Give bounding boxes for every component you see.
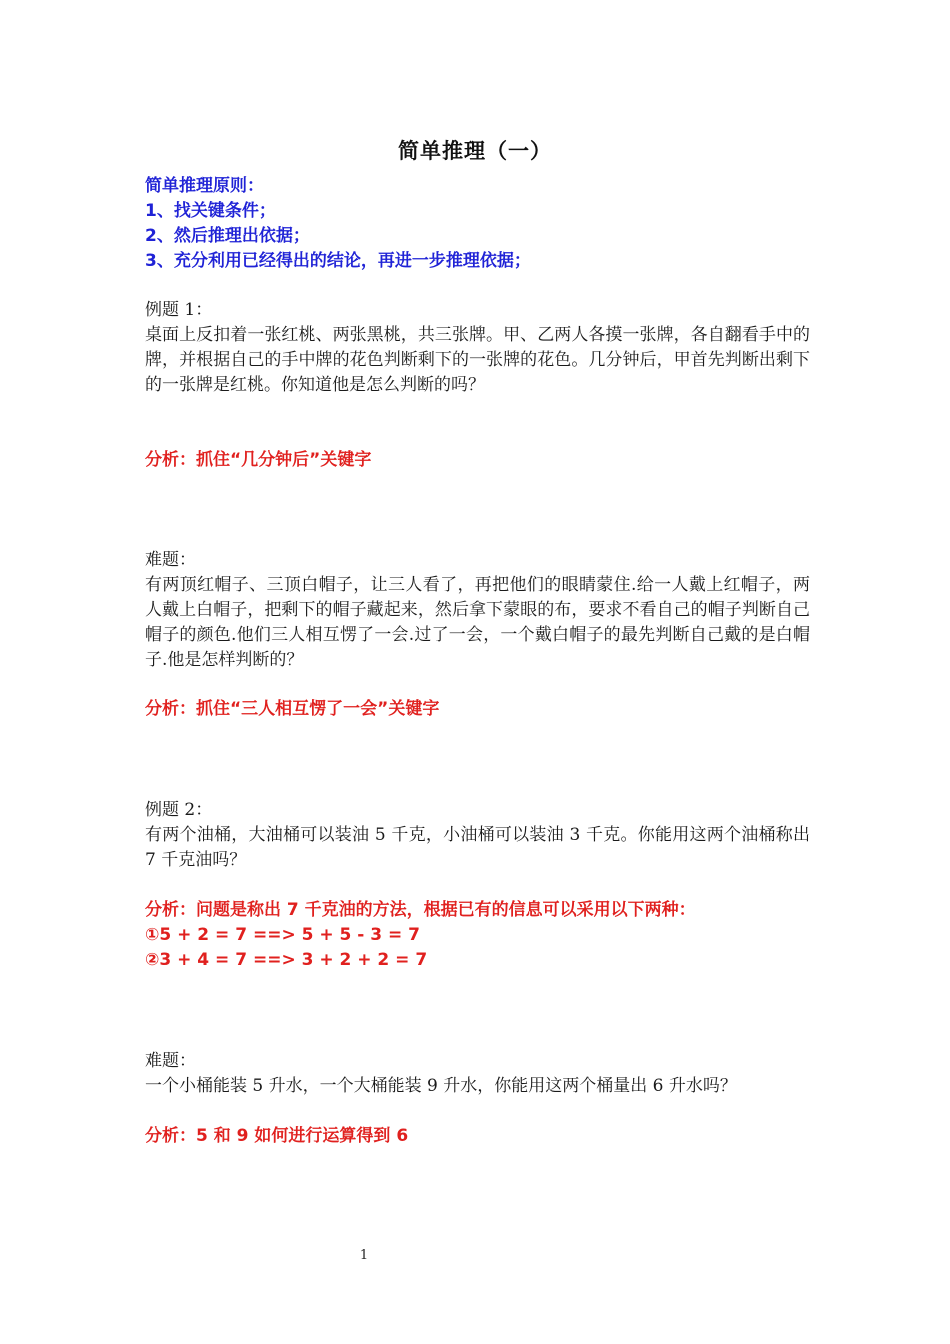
section-text: 桌面上反扣着一张红桃、两张黑桃，共三张牌。甲、乙两人各摸一张牌，各自翻看手中的牌，并根据自己的手中牌的花色判断剩下的一张牌的花色。几分钟后，甲首先判断出剩下的一张牌是红桃。你知道他是怎么判断的吗？ — [145, 325, 810, 395]
section-label: 难题： — [145, 550, 196, 570]
principle-item-1: 1、找关键条件； — [145, 201, 276, 221]
section-analysis-method-1: ①5 + 2 = 7 ==> 5 + 5 - 3 = 7 — [145, 925, 420, 945]
section-hard-2 — [145, 1049, 810, 1149]
section-analysis: 分析：5 和 9 如何进行运算得到 6 — [145, 1126, 409, 1146]
section-analysis: 分析：问题是称出 7 千克油的方法，根据已有的信息可以采用以下两种： — [145, 900, 696, 920]
section-analysis-method-2: ②3 + 4 = 7 ==> 3 + 2 + 2 = 7 — [145, 950, 428, 970]
section-label: 例题 2： — [145, 800, 213, 820]
principles-block — [145, 174, 810, 274]
document-body — [145, 174, 810, 1149]
section-text: 有两个油桶，大油桶可以装油 5 千克，小油桶可以装油 3 千克。你能用这两个油桶称出 7 千克油吗？ — [145, 825, 810, 870]
section-example-2 — [145, 798, 810, 973]
section-analysis: 分析：抓住“三人相互愣了一会”关键字 — [145, 699, 440, 719]
page-title: 简单推理（一） — [398, 139, 552, 163]
section-hard-1 — [145, 548, 810, 722]
section-analysis: 分析：抓住“几分钟后”关键字 — [145, 450, 372, 470]
section-label: 难题： — [145, 1051, 196, 1071]
section-text: 有两顶红帽子、三顶白帽子，让三人看了，再把他们的眼睛蒙住.给一人戴上红帽子，两人戴上白帽子，把剩下的帽子藏起来，然后拿下蒙眼的布，要求不看自己的帽子判断自己帽子的颜色.他们三人相互愣了一会.过了一会，一个戴白帽子的最先判断自己戴的是白帽子.他是怎样判断的？ — [145, 575, 810, 670]
page-number: 1 — [359, 1248, 369, 1263]
section-example-1 — [145, 298, 810, 473]
section-label: 例题 1： — [145, 300, 213, 320]
section-text: 一个小桶能装 5 升水，一个大桶能装 9 升水，你能用这两个桶量出 6 升水吗？ — [145, 1076, 737, 1096]
principles-heading: 简单推理原则： — [145, 176, 264, 196]
principle-item-2: 2、然后推理出依据； — [145, 226, 310, 246]
principle-item-3: 3、充分利用已经得出的结论，再进一步推理依据； — [145, 251, 531, 271]
